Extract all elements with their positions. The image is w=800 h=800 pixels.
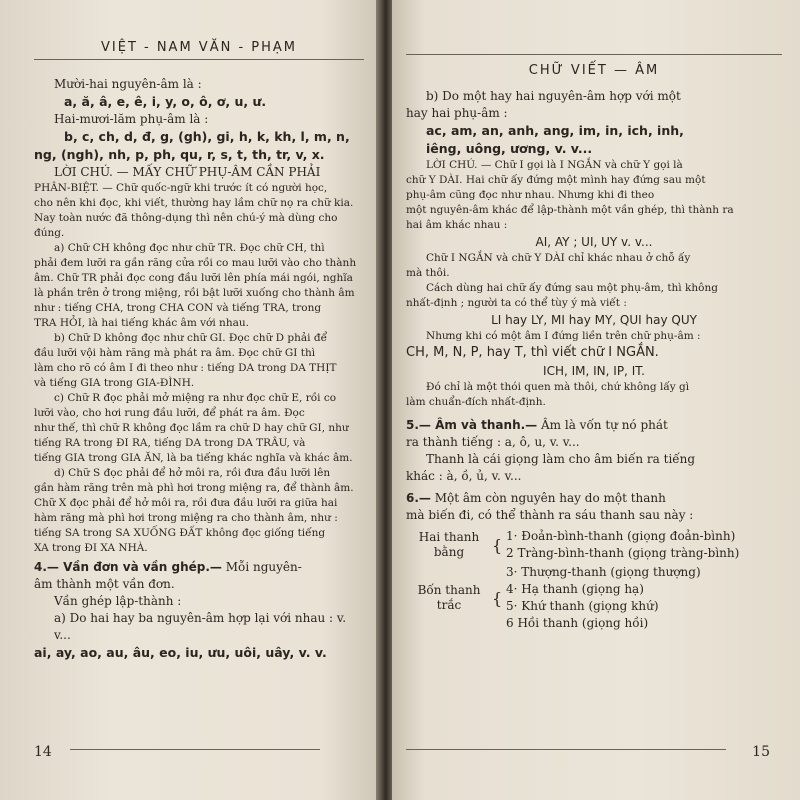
text-line: Hai-mươi-lăm phụ-âm là :: [54, 112, 209, 126]
text-line: Chữ X đọc phải để hở môi ra, rồi đưa đầu lưỡi ra giữa hai: [34, 497, 338, 509]
tone-item: 3· Thượng-thanh (giọng thượng): [506, 565, 701, 579]
text-line: tiếng GIA trong GIA ĂN, là ba tiếng khác nghĩa và khác âm.: [34, 452, 353, 464]
text-line: LỜI CHÚ. — Chữ I gọi là I NGẮN và chữ Y gọi là: [426, 159, 683, 171]
section-5-title: 5.— Âm và thanh.—: [406, 418, 538, 432]
text-line: phải đem lưỡi ra gần răng cửa rồi co mau lưỡi vào cho thành: [34, 257, 357, 269]
text-line: là phần trên ở trong miệng, rồi bật lưỡi xuống cho thành âm: [34, 287, 355, 299]
text-line: như thế, thì chữ R không đọc lầm ra chữ D hay chữ GI, như: [34, 422, 349, 434]
text-line: c) Chữ R đọc phải mở miệng ra như đọc chữ E, rồi co: [54, 392, 337, 404]
text-line: b) Chữ D không đọc như chữ GI. Đọc chữ D phải để: [54, 332, 328, 344]
text-line: Nay toàn nước đã thông-dụng thì nên chú-ý mà dùng cho đúng.: [34, 212, 338, 239]
right-body-b: [406, 251, 782, 311]
text-line: PHÂN-BIỆT. — Chữ quốc-ngữ khi trước ít có người học,: [34, 182, 328, 194]
tone-item: 1· Đoản-bình-thanh (giọng đoản-bình): [506, 529, 736, 543]
right-body-c: [406, 329, 782, 362]
section-5-text: Âm là vốn tự nó phát: [537, 418, 668, 432]
tone-item: 2 Tràng-bình-thanh (giọng tràng-bình): [506, 546, 740, 560]
right-top-rule: [406, 54, 782, 55]
text-line: a) Chữ CH không đọc như chữ TR. Đọc chữ CH, thì: [54, 242, 325, 254]
brace-icon: {: [492, 535, 503, 555]
section-4-title: 4.— Vần đơn và vần ghép.—: [34, 560, 222, 574]
text-line: b) Do một hay hai nguyên-âm hợp với một: [426, 89, 681, 103]
text-line: Nhưng khi có một âm I đứng liền trên chữ phụ-âm :: [426, 330, 701, 342]
tone-group-level-label: Hai thanh bằng: [418, 530, 480, 559]
text-line: làm chuẩn-đích nhất-định.: [406, 396, 546, 408]
tone-item: 5· Khứ thanh (giọng khứ): [506, 599, 659, 613]
tone-item: 4· Hạ thanh (giọng hạ): [506, 582, 644, 596]
text-line: Chữ I NGẮN và chữ Y DÀI chỉ khác nhau ở chỗ ấy: [426, 252, 691, 264]
text-line: ac, am, an, anh, ang, im, in, ich, inh,: [426, 123, 684, 138]
text-line: một nguyên-âm khác để lập-thành một vần ghép, thì thành ra: [406, 204, 734, 216]
text-line: Cách dùng hai chữ ấy đứng sau một phụ-âm, thì không: [426, 282, 718, 294]
text-line: mà thôi.: [406, 267, 450, 279]
section-5: [406, 416, 782, 434]
text-line: cho nên khi đọc, khi viết, thường hay lầm chữ nọ ra chữ kia.: [34, 197, 354, 209]
text-line: d) Chữ S đọc phải để hở môi ra, rồi đưa đầu lưỡi lên: [54, 467, 331, 479]
text-line: a, ă, â, e, ê, i, y, o, ô, ơ, u, ư.: [64, 94, 267, 109]
text-line: làm cho rõ có âm I đi theo như : tiếng DA trong DA THỊT: [34, 362, 337, 374]
right-page: [392, 0, 800, 800]
section-4: [34, 558, 364, 576]
text-line: Đó chỉ là một thói quen mà thôi, chứ không lấy gì: [426, 381, 690, 393]
text-line: âm. Chữ TR phải đọc cong đầu lưỡi lên phía mái ngói, nghĩa: [34, 272, 353, 284]
right-page-number: 15: [752, 744, 770, 760]
right-body-d: [406, 380, 782, 410]
section-4-text: Mỗi nguyên-: [221, 560, 302, 574]
text-line: iêng, uông, ương, v. v...: [426, 141, 593, 156]
left-body: [34, 76, 364, 556]
text-line: hay hai phụ-âm :: [406, 106, 508, 120]
tone-group-level-list: [506, 528, 739, 562]
text-line: tiếng SA trong SA XUỐNG ĐẤT không đọc giống tiếng: [34, 527, 326, 539]
text-line: TRA HỎI, là hai tiếng khác âm với nhau.: [34, 317, 249, 329]
brace-icon: {: [492, 588, 503, 608]
right-body-e: [406, 434, 782, 485]
text-line: ai, ay, ao, au, âu, eo, iu, ưu, uôi, uây, v. v.: [34, 645, 327, 660]
tone-group-oblique: [406, 564, 782, 632]
left-page: [0, 0, 378, 800]
text-line: LỜI CHÚ. — MẤY CHỮ PHỤ-ÂM CẦN PHẢI: [54, 165, 321, 179]
text-line: nhất-định ; người ta có thể tùy ý mà viết :: [406, 297, 627, 309]
text-line: Mười-hai nguyên-âm là :: [54, 77, 202, 91]
text-line: ra thành tiếng : a, ô, u, v. v...: [406, 435, 580, 449]
left-footer-rule: [70, 749, 320, 750]
text-line: b, c, ch, d, đ, g, (gh), gi, h, k, kh, l, m, n,: [64, 129, 350, 144]
tone-group-oblique-list: [506, 564, 701, 632]
ai-ay-line: AI, AY ; UI, UY v. v...: [535, 235, 653, 249]
text-line: hàm răng mà phì hơi trong miệng ra cho thành âm, như :: [34, 512, 338, 524]
tone-group-level: [406, 528, 782, 562]
text-line: Thanh là cái giọng làm cho âm biến ra tiếng: [426, 452, 696, 466]
text-line: lưỡi vào, cho hơi rung đầu lưỡi, để phát ra âm. Đọc: [34, 407, 305, 419]
text-line: khác : à, ồ, ủ, v. v...: [406, 469, 522, 483]
text-line: tiếng RA trong ĐI RA, tiếng DA trong DA TRÂU, và: [34, 437, 306, 449]
section-6-line2: mà biến đi, có thể thành ra sáu thanh sau này :: [406, 508, 694, 522]
left-running-header: VIỆT - NAM VĂN - PHẠM: [34, 40, 364, 60]
li-ly-line: LI hay LY, MI hay MY, QUI hay QUY: [491, 313, 697, 327]
text-line: CH, M, N, P, hay T, thì viết chữ I NGẮN.: [406, 345, 659, 360]
text-line: như : tiếng CHA, trong CHA CON và tiếng TRA, trong: [34, 302, 322, 314]
text-line: a) Do hai hay ba nguyên-âm hợp lại với nhau : v. v...: [54, 611, 347, 642]
left-body-2: [34, 576, 364, 662]
section-6-title: 6.—: [406, 491, 431, 505]
text-line: XA trong ĐI XA NHÀ.: [34, 542, 148, 554]
section-6: [406, 489, 782, 507]
right-footer-rule: [406, 749, 726, 750]
text-line: chữ Y DÀI. Hai chữ ấy đứng một mình hay đứng sau một: [406, 174, 706, 186]
ich-line: ICH, IM, IN, IP, IT.: [543, 364, 645, 378]
text-line: và tiếng GIA trong GIA-ĐÌNH.: [34, 377, 195, 389]
text-line: gần hàm răng trên mà phì hơi trong miệng ra, để thành âm.: [34, 482, 354, 494]
left-page-number: 14: [34, 744, 52, 760]
tone-item: 6 Hồi thanh (giọng hồi): [506, 616, 649, 630]
text-line: ng, (ngh), nh, p, ph, qu, r, s, t, th, tr, v, x.: [34, 147, 325, 162]
text-line: đầu lưỡi vội hàm răng mà phát ra âm. Đọc chữ GI thì: [34, 347, 316, 359]
text-line: phụ-âm cũng đọc như nhau. Nhưng khi đi theo: [406, 189, 655, 201]
right-running-header: CHỮ VIẾT — ÂM: [528, 63, 660, 78]
tone-group-oblique-label: Bốn thanh trắc: [417, 583, 481, 612]
right-body: [406, 88, 782, 233]
text-line: hai âm khác nhau :: [406, 219, 508, 231]
text-line: âm thành một vần đơn.: [34, 577, 175, 591]
section-6-text: Một âm còn nguyên hay do một thanh: [430, 491, 666, 505]
text-line: Vần ghép lập-thành :: [54, 594, 182, 608]
